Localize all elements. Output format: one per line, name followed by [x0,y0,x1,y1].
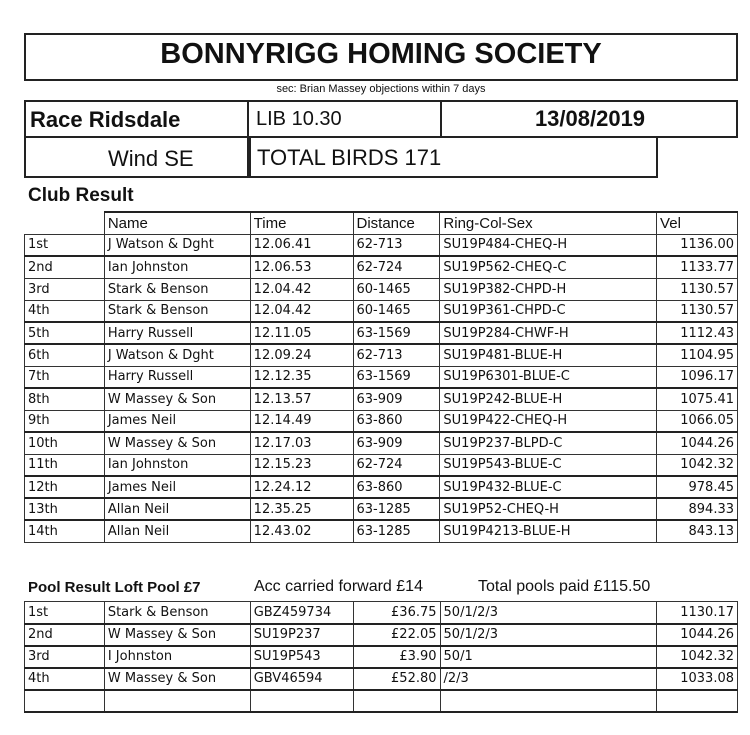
club-row [25,344,738,366]
pool-name-cell: I Johnston [104,646,250,668]
club-velocity-cell: 1112.43 [657,322,738,344]
pool-row [25,624,738,646]
pool-velocity-cell: 1033.08 [657,668,738,690]
club-name-cell: Allan Neil [104,498,250,520]
velocity-header: Vel [657,212,738,234]
club-distance-cell: 62-724 [353,454,440,476]
distance-header: Distance [353,212,440,234]
time-header: Time [250,212,353,234]
club-position-cell: 7th [25,366,105,388]
club-name-cell: James Neil [104,476,250,498]
club-position-cell: 5th [25,322,105,344]
club-time-cell: 12.15.23 [250,454,353,476]
pool-ring-cell: SU19P237 [250,624,353,646]
pool-ring-cell: SU19P543 [250,646,353,668]
club-velocity-cell: 1042.32 [657,454,738,476]
club-ring-cell: SU19P432-BLUE-C [440,476,657,498]
pool-row [25,690,738,712]
club-position-cell: 2nd [25,256,105,278]
club-velocity-cell: 1096.17 [657,366,738,388]
club-name-cell: Harry Russell [104,366,250,388]
club-row [25,520,738,542]
club-distance-cell: 63-909 [353,432,440,454]
club-time-cell: 12.12.35 [250,366,353,388]
club-velocity-cell: 1104.95 [657,344,738,366]
pool-velocity-cell [657,690,738,712]
club-row [25,388,738,410]
club-ring-cell: SU19P284-CHWF-H [440,322,657,344]
club-time-cell: 12.09.24 [250,344,353,366]
pool-velocity-cell: 1130.17 [657,602,738,624]
club-distance-cell: 63-1569 [353,322,440,344]
club-position-cell: 1st [25,234,105,256]
club-distance-cell: 63-909 [353,388,440,410]
club-distance-cell: 62-724 [353,256,440,278]
club-ring-cell: SU19P422-CHEQ-H [440,410,657,432]
pool-row [25,668,738,690]
club-row [25,366,738,388]
club-ring-cell: SU19P382-CHPD-H [440,278,657,300]
race-date: 13/08/2019 [534,106,646,131]
club-position-cell: 9th [25,410,105,432]
club-ring-cell: SU19P481-BLUE-H [440,344,657,366]
club-distance-cell: 63-1285 [353,520,440,542]
club-position-cell: 14th [25,520,105,542]
pool-velocity-cell: 1042.32 [657,646,738,668]
club-time-cell: 12.35.25 [250,498,353,520]
pool-amount-cell: £36.75 [353,602,440,624]
club-row [25,454,738,476]
club-time-cell: 12.17.03 [250,432,353,454]
club-distance-cell: 63-1569 [353,366,440,388]
club-row [25,300,738,322]
club-velocity-cell: 894.33 [657,498,738,520]
club-name-cell: W Massey & Son [104,388,250,410]
name-header: Name [104,212,250,234]
club-name-cell: Stark & Benson [104,300,250,322]
club-name-cell: Ian Johnston [104,454,250,476]
pool-ring-cell: GBZ459734 [250,602,353,624]
club-position-cell: 11th [25,454,105,476]
pool-amount-cell: £3.90 [353,646,440,668]
club-ring-cell: SU19P484-CHEQ-H [440,234,657,256]
club-row [25,278,738,300]
pool-amount-cell: £22.05 [353,624,440,646]
club-time-cell: 12.06.41 [250,234,353,256]
club-name-cell: Harry Russell [104,322,250,344]
club-header-row [25,212,738,234]
club-row [25,322,738,344]
club-velocity-cell: 1133.77 [657,256,738,278]
pool-result-table [24,601,738,713]
club-row [25,234,738,256]
pool-position-cell: 3rd [25,646,105,668]
club-velocity-cell: 978.45 [657,476,738,498]
club-time-cell: 12.24.12 [250,476,353,498]
race-name: Race Ridsdale [30,107,181,132]
pool-total-paid: Total pools paid £115.50 [478,578,651,595]
club-position-cell: 3rd [25,278,105,300]
club-result-table [24,211,738,543]
liberation-time: LIB 10.30 [256,108,342,130]
pool-velocity-cell: 1044.26 [657,624,738,646]
pool-row [25,646,738,668]
pool-position-cell: 4th [25,668,105,690]
club-row [25,476,738,498]
club-velocity-cell: 1136.00 [657,234,738,256]
pool-pools-cell: /2/3 [440,668,656,690]
club-time-cell: 12.04.42 [250,278,353,300]
pool-amount-cell [353,690,440,712]
total-birds: TOTAL BIRDS 171 [257,145,442,170]
club-row [25,410,738,432]
pool-pools-cell: 50/1/2/3 [440,602,656,624]
club-velocity-cell: 1130.57 [657,300,738,322]
club-row [25,256,738,278]
club-ring-cell: SU19P361-CHPD-C [440,300,657,322]
pool-pools-cell [440,690,656,712]
club-distance-cell: 60-1465 [353,300,440,322]
club-distance-cell: 63-860 [353,410,440,432]
club-velocity-cell: 1044.26 [657,432,738,454]
club-ring-cell: SU19P237-BLPD-C [440,432,657,454]
club-distance-cell: 63-1285 [353,498,440,520]
club-distance-cell: 63-860 [353,476,440,498]
club-velocity-cell: 1066.05 [657,410,738,432]
pool-pools-cell: 50/1/2/3 [440,624,656,646]
club-time-cell: 12.04.42 [250,300,353,322]
pool-carried-forward: Acc carried forward £14 [254,578,423,595]
club-name-cell: J Watson & Dght [104,234,250,256]
club-time-cell: 12.14.49 [250,410,353,432]
club-time-cell: 12.43.02 [250,520,353,542]
pool-pools-cell: 50/1 [440,646,656,668]
pool-ring-cell [250,690,353,712]
club-distance-cell: 60-1465 [353,278,440,300]
pool-ring-cell: GBV46594 [250,668,353,690]
club-ring-cell: SU19P543-BLUE-C [440,454,657,476]
club-row [25,432,738,454]
pool-result-heading: Pool Result Loft Pool £7 [28,579,201,596]
pool-name-cell: W Massey & Son [104,668,250,690]
club-name-cell: Ian Johnston [104,256,250,278]
club-distance-cell: 62-713 [353,234,440,256]
pool-position-cell: 2nd [25,624,105,646]
club-ring-cell: SU19P242-BLUE-H [440,388,657,410]
club-row [25,498,738,520]
club-ring-cell: SU19P6301-BLUE-C [440,366,657,388]
club-time-cell: 12.11.05 [250,322,353,344]
club-position-cell: 6th [25,344,105,366]
ring-header: Ring-Col-Sex [440,212,657,234]
club-velocity-cell: 1130.57 [657,278,738,300]
club-ring-cell: SU19P4213-BLUE-H [440,520,657,542]
pool-name-cell [104,690,250,712]
club-name-cell: Stark & Benson [104,278,250,300]
pool-position-cell [25,690,105,712]
pool-row [25,602,738,624]
pool-amount-cell: £52.80 [353,668,440,690]
club-name-cell: James Neil [104,410,250,432]
club-time-cell: 12.06.53 [250,256,353,278]
club-velocity-cell: 843.13 [657,520,738,542]
pool-name-cell: W Massey & Son [104,624,250,646]
pool-name-cell: Stark & Benson [104,602,250,624]
club-distance-cell: 62-713 [353,344,440,366]
position-header [25,212,105,234]
club-position-cell: 12th [25,476,105,498]
club-position-cell: 10th [25,432,105,454]
club-time-cell: 12.13.57 [250,388,353,410]
club-position-cell: 4th [25,300,105,322]
page-title: BONNYRIGG HOMING SOCIETY [160,38,602,70]
club-ring-cell: SU19P52-CHEQ-H [440,498,657,520]
club-name-cell: J Watson & Dght [104,344,250,366]
club-name-cell: W Massey & Son [104,432,250,454]
secretary-line: sec: Brian Massey objections within 7 days [276,83,486,95]
club-result-heading: Club Result [28,185,134,206]
club-position-cell: 8th [25,388,105,410]
wind-label: Wind SE [108,146,194,171]
club-velocity-cell: 1075.41 [657,388,738,410]
club-ring-cell: SU19P562-CHEQ-C [440,256,657,278]
pool-position-cell: 1st [25,602,105,624]
club-name-cell: Allan Neil [104,520,250,542]
club-position-cell: 13th [25,498,105,520]
